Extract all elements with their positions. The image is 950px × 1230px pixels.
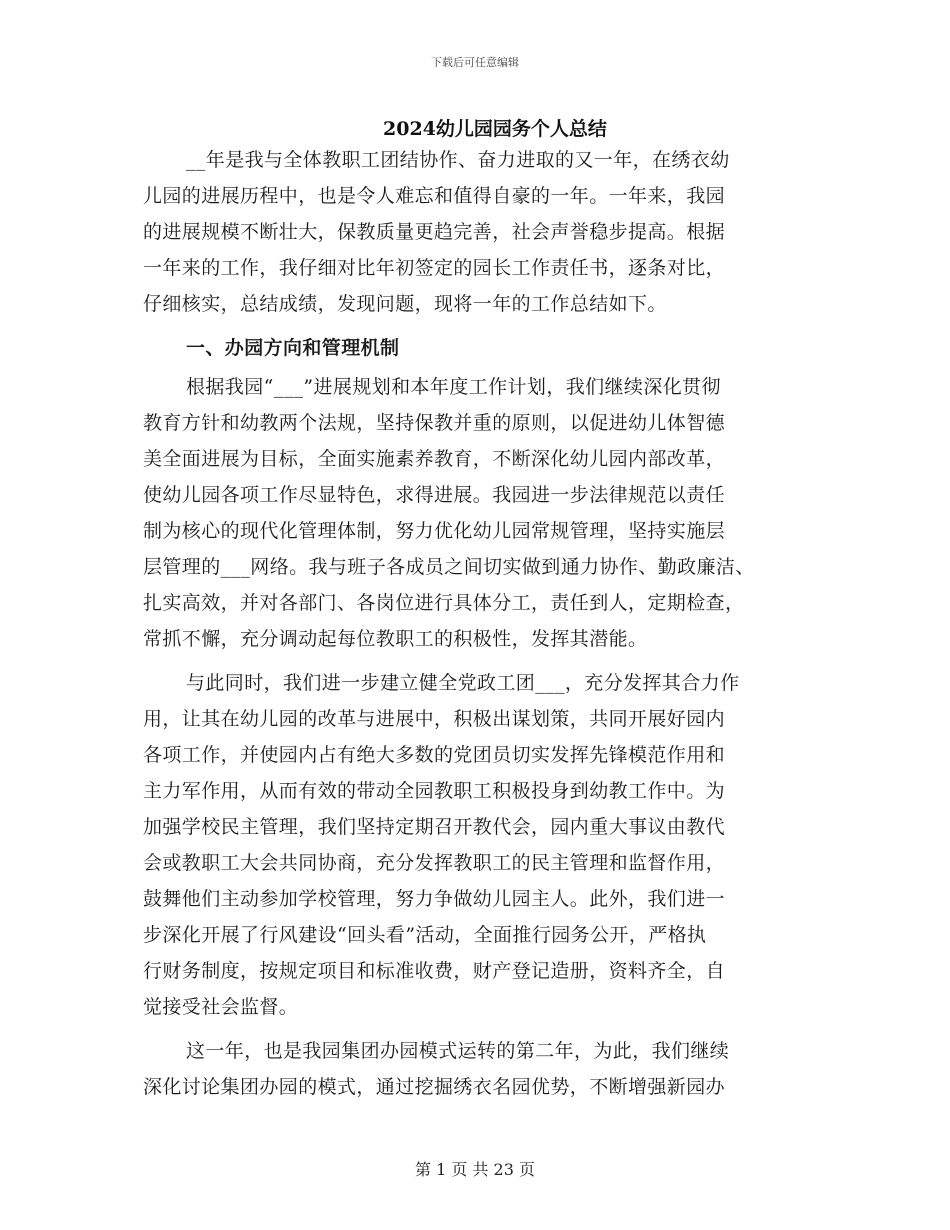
text-line: 使幼儿园各项工作尽显特色，求得进展。我园进一步法律规范以责任 — [143, 484, 726, 506]
header-note: 下载后可任意编辑 — [431, 56, 519, 69]
text-line: 用，让其在幼儿园的改革与进展中，积极出谋划策，共同开展好园内 — [143, 708, 726, 730]
text-line: 会或教职工大会共同协商，充分发挥教职工的民主管理和监督作用， — [143, 852, 726, 874]
text-line: 觉接受社会监督。 — [143, 996, 299, 1018]
text-line: 一年来的工作，我仔细对比年初签定的园长工作责任书，逐条对比， — [143, 257, 726, 279]
text-line: 根据我园“___”进展规划和本年度工作计划，我们继续深化贯彻 — [186, 376, 721, 398]
text-line: 美全面进展为目标，全面实施素养教育，不断深化幼儿园内部改革， — [143, 448, 726, 470]
text-line: 教育方针和幼教两个法规，坚持保教并重的原则，以促进幼儿体智德 — [143, 412, 726, 434]
text-line: 的进展规模不断壮大，保教质量更趋完善，社会声誉稳步提高。根据 — [143, 221, 726, 243]
text-line: 深化讨论集团办园的模式，通过挖掘绣衣名园优势，不断增强新园办 — [143, 1076, 726, 1098]
text-line: 步深化开展了行风建设“回头看”活动，全面推行园务公开，严格执 — [143, 924, 707, 946]
text-line: 制为核心的现代化管理体制，努力优化幼儿园常规管理，坚持实施层 — [143, 520, 726, 542]
text-line: 儿园的进展历程中，也是令人难忘和值得自豪的一年。一年来，我园 — [143, 185, 726, 207]
text-line: 各项工作，并使园内占有绝大多数的党团员切实发挥先锋模范作用和 — [143, 744, 726, 766]
page-number: 第 1 页 共 23 页 — [415, 1160, 535, 1179]
text-line: 与此同时，我们进一步建立健全党政工团___，充分发挥其合力作 — [186, 672, 740, 694]
text-line: 主力军作用，从而有效的带动全园教职工积极投身到幼教工作中。为 — [143, 780, 726, 802]
text-line: 仔细核实，总结成绩，发现问题，现将一年的工作总结如下。 — [143, 293, 667, 315]
text-line: 常抓不懈，充分调动起每位教职工的积极性，发挥其潜能。 — [143, 628, 648, 650]
document-title: 2024幼儿园园务个人总结 — [383, 118, 607, 140]
text-line: 加强学校民主管理，我们坚持定期召开教代会，园内重大事议由教代 — [143, 816, 726, 838]
text-line: 行财务制度，按规定项目和标准收费，财产登记造册，资料齐全，自 — [143, 960, 726, 982]
text-line: 层管理的___网络。我与班子各成员之间切实做到通力协作、勤政廉洁、 — [143, 556, 755, 578]
text-line: 扎实高效，并对各部门、各岗位进行具体分工，责任到人，定期检查， — [143, 592, 745, 614]
text-line: 这一年，也是我园集团办园模式运转的第二年，为此，我们继续 — [186, 1040, 730, 1062]
text-line: 鼓舞他们主动参加学校管理，努力争做幼儿园主人。此外，我们进一 — [143, 888, 726, 910]
text-line: __年是我与全体教职工团结协作、奋力进取的又一年，在绣衣幼 — [186, 149, 730, 171]
section-heading: 一、办园方向和管理机制 — [186, 337, 400, 359]
